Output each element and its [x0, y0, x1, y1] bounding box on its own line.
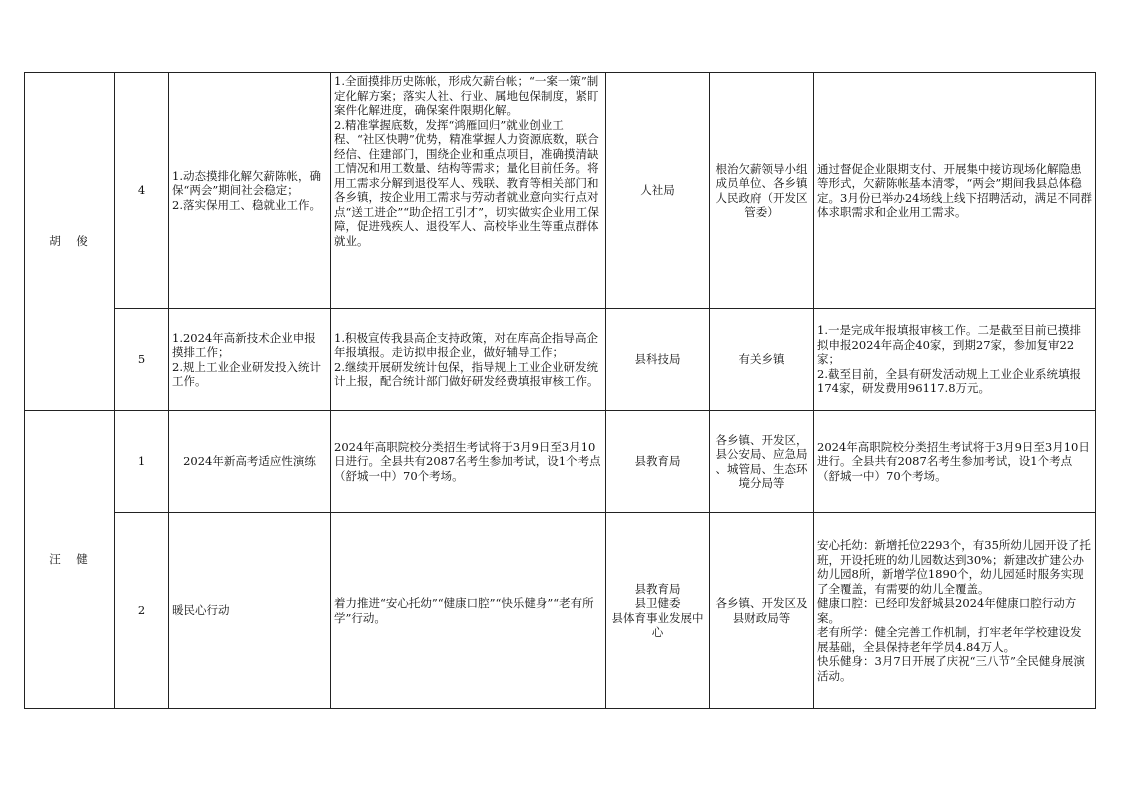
- lead-unit: 县科技局: [606, 309, 710, 411]
- item-number: 1: [115, 411, 169, 513]
- task-content: 1.动态摸排化解欠薪陈帐，确保“两会”期间社会稳定； 2.落实保用工、稳就业工作。: [169, 73, 331, 309]
- table-row: [25, 411, 1096, 513]
- cooperating-units: 根治欠薪领导小组成员单位、各乡镇人民政府（开发区管委）: [710, 73, 814, 309]
- work-measures: 着力推进“安心托幼”“健康口腔”“快乐健身”“老有所学”行动。: [331, 513, 606, 709]
- task-content: 暖民心行动: [169, 513, 331, 709]
- responsible-person: 汪 健: [25, 411, 115, 709]
- work-measures: 1.积极宣传我县高企支持政策，对在库高企指导高企年报填报。走访拟申报企业，做好辅导工作； 2.继续开展研发统计包保，指导规上工业企业研发统计上报，配合统计部门做好研发经费填报审核工作。: [331, 309, 606, 411]
- table-row: [25, 513, 1096, 709]
- work-measures: 1.全面摸排历史陈帐，形成欠薪台帐；“一案一策”制定化解方案；落实人社、行业、属地包保制度，紧盯案件化解进度，确保案件限期化解。 2.精准掌握底数，发挥“鸿雁回归”就业创业工程、“社区快聘”优势，精准掌握人力资源底数，联合经信、住建部门，围绕企业和重点项目，准确摸清缺工情况和用工数量、结构等需求；量化目前任务。将用工需求分解到退役军人、残联、教育等相关部门和各乡镇，按企业用工需求与劳动者就业意向实行点对点“送工进企”“助企招工引才”，切实做实企业用工保障，促进残疾人、退役军人、高校毕业生等重点群体就业。: [331, 73, 606, 309]
- progress-status: 安心托幼：新增托位2293个，有35所幼儿园开设了托班，开设托班的幼儿园数达到30%；新建改扩建公办幼儿园8所，新增学位1890个，幼儿园延时服务实现了全覆盖，有需要的幼儿全覆盖。 健康口腔：已经印发舒城县2024年健康口腔行动方案。 老有所学：健全完善工作机制，打牢老年学校建设发展基础，全县保持老年学员4.84万人。 快乐健身：3月7日开展了庆祝“三八节”全民健身展演活动。: [814, 513, 1096, 709]
- task-content: 2024年新高考适应性演练: [169, 411, 331, 513]
- item-number: 5: [115, 309, 169, 411]
- lead-unit: 县教育局 县卫健委 县体育事业发展中心: [606, 513, 710, 709]
- lead-unit: 人社局: [606, 73, 710, 309]
- cooperating-units: 各乡镇、开发区，县公安局、应急局 、城管局、生态环境分局等: [710, 411, 814, 513]
- table-row: [25, 73, 1096, 309]
- progress-status: 1.一是完成年报填报审核工作。二是截至目前已摸排拟申报2024年高企40家，到期27家，参加复审22家； 2.截至目前，全县有研发活动规上工业企业系统填报174家，研发费用96117.8万元。: [814, 309, 1096, 411]
- responsible-person: 胡 俊: [25, 73, 115, 411]
- lead-unit: 县教育局: [606, 411, 710, 513]
- progress-status: 通过督促企业限期支付、开展集中接访现场化解隐患等形式，欠薪陈帐基本清零，“两会”期间我县总体稳定。3月份已举办24场线上线下招聘活动，满足不同群体求职需求和企业用工需求。: [814, 73, 1096, 309]
- work-measures: 2024年高职院校分类招生考试将于3月9日至3月10日进行。全县共有2087名考生参加考试，设1个考点（舒城一中）70个考场。: [331, 411, 606, 513]
- progress-status: 2024年高职院校分类招生考试将于3月9日至3月10日进行。全县共有2087名考生参加考试，设1个考点（舒城一中）70个考场。: [814, 411, 1096, 513]
- item-number: 2: [115, 513, 169, 709]
- table-row: [25, 309, 1096, 411]
- cooperating-units: 有关乡镇: [710, 309, 814, 411]
- cooperating-units: 各乡镇、开发区及县财政局等: [710, 513, 814, 709]
- task-content: 1.2024年高新技术企业申报摸排工作； 2.规上工业企业研发投入统计工作。: [169, 309, 331, 411]
- item-number: 4: [115, 73, 169, 309]
- work-table: [24, 72, 1096, 709]
